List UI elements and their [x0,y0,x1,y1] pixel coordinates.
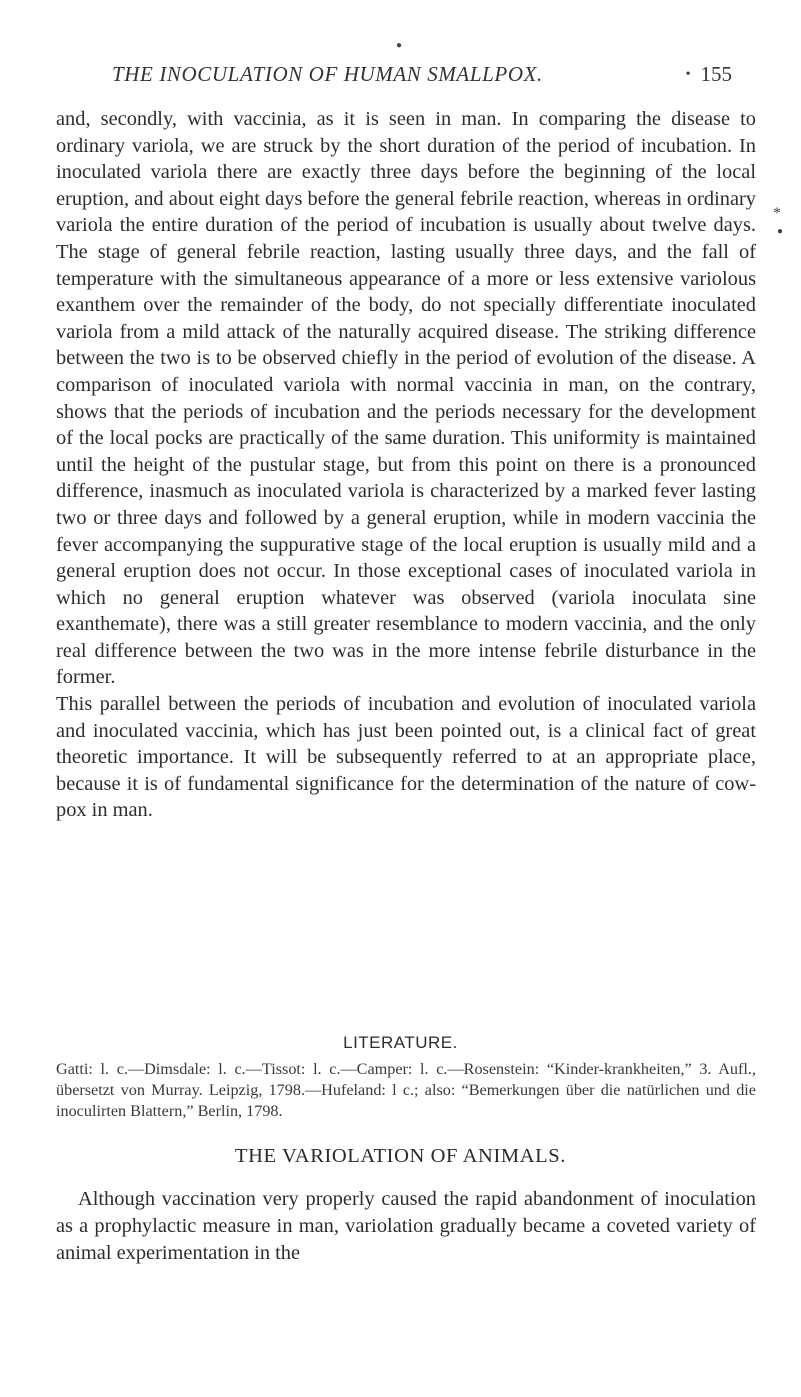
section-heading: THE VARIOLATION OF ANIMALS. [235,1145,566,1167]
page-number-group [686,62,732,87]
margin-dot-mark: ● [777,226,784,237]
folio-dot: • [685,67,691,82]
body-paragraph-1: and, secondly, with vaccinia, as it is seen in man. In comparing the disease to ordinary variola, we are struck by the short duration of the period of incubation. In inoculated variola there are exactly three days before the beginning of the local eruption, and about eight days before the general febrile reaction, whereas in ordinary variola the entire duration of the period of incubation is usually about twelve days. The stage of general febrile reaction, lasting usually three days, and the fall of temperature with the simultaneous appearance of a more or less extensive variolous exanthem over the remainder of the body, do not specially differentiate inoculated variola from a mild attack of the naturally acquired disease. The striking difference between the two is to be observed chiefly in the period of evolution of the disease. A comparison of inoculated variola with normal vaccinia in man, on the contrary, shows that the periods of incubation and the periods necessary for the development of the local pocks are practically of the same duration. This uniformity is maintained until the height of the pustular stage, but from this point on there is a pronounced difference, inasmuch as inoculated variola is characterized by a marked fever lasting two or three days and followed by a general eruption, while in modern vaccinia the fever accompanying the suppurative stage of the local eruption is usually mild and a general eruption does not occur. In those exceptional cases of inoculated variola in which no general eruption whatever was observed (variola inoculata sine exanthemate), there was a still greater resemblance to modern vaccinia, and the only real difference between the two was in the more intense febrile disturbance in the former. [56,108,756,689]
body-paragraph-2: This parallel between the periods of incubation and evolution of inoculated variola and inoculated vaccinia, which has just been pointed out, is a clinical fact of great theoretic importance. It will be subsequently referred to at an appropriate place, because it is of fundamental significance for the determination of the nature of cow-pox in man. [56,693,756,822]
running-head-title: THE INOCULATION OF HUMAN SMALLPOX. [112,62,543,86]
top-margin-mark: ● [396,40,403,51]
margin-asterisk-mark: * [773,205,781,222]
running-head [112,62,732,92]
literature-heading: LITERATURE. [343,1033,458,1052]
section-paragraph: Although vaccination very properly caused the rapid abandonment of inoculation as a prophylactic measure in man, variolation gradually became a coveted variety of animal experimentation in the [56,1188,756,1264]
page-number: 155 [700,62,732,86]
body-text [56,106,756,824]
literature-text: Gatti: l. c.—Dimsdale: l. c.—Tissot: l. c.—Camper: l. c.—Rosenstein: “Kinder-krankheiten,” 3. Aufl., übersetzt von Murray. Leipzig, 1798.—Hufeland: l c.; also: “Bemerkungen über die natürlichen und die inoculirten Blattern,” Berlin, 1798. [56,1060,756,1120]
section-text [56,1186,756,1267]
